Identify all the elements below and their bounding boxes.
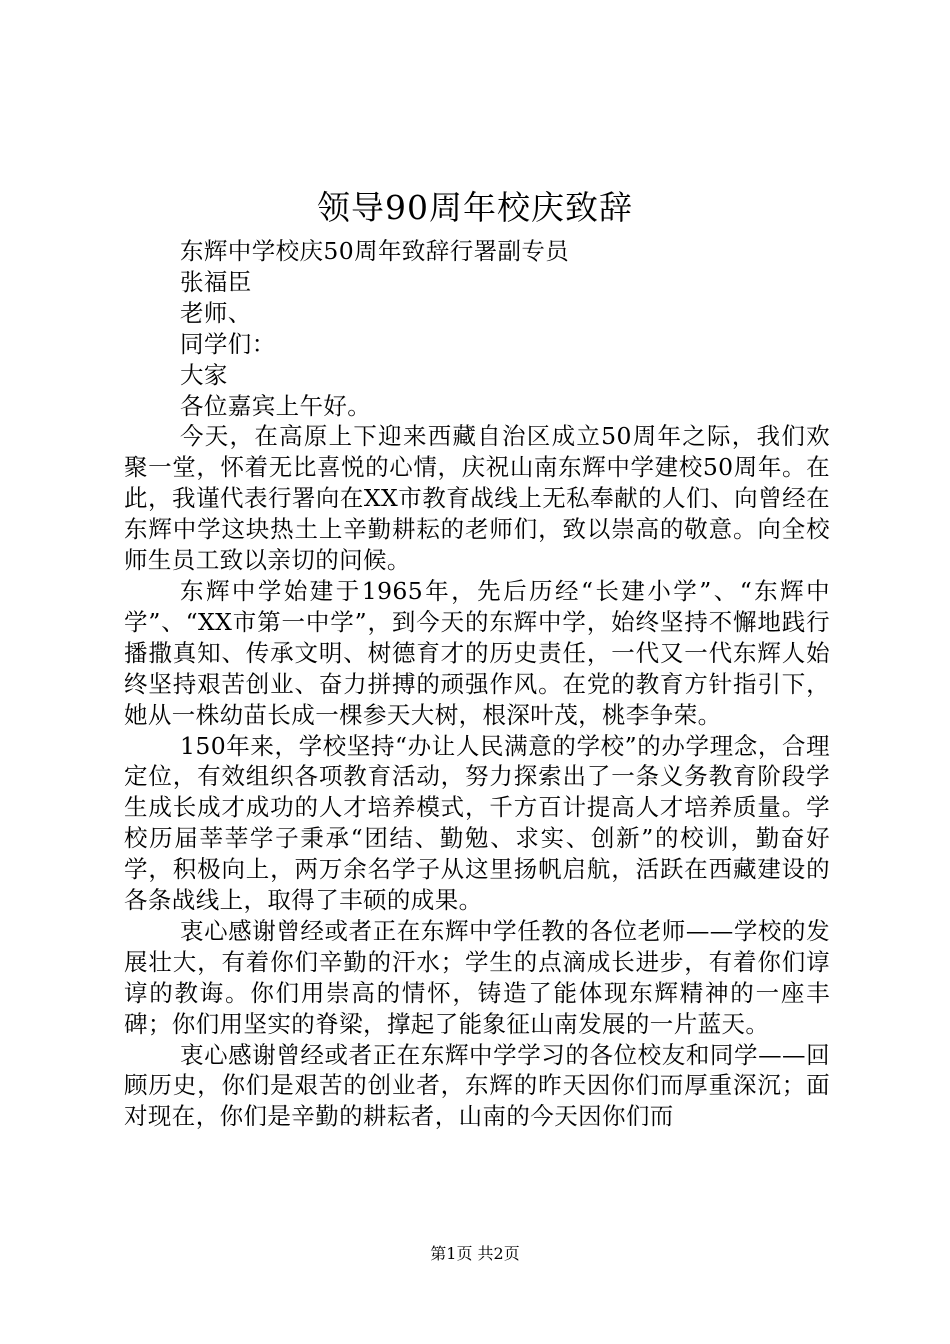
document-title: 领导90周年校庆致辞: [317, 188, 633, 227]
salutation-line: 同学们：: [180, 329, 276, 358]
salutation-line: 各位嘉宾上午好。: [180, 391, 372, 420]
body-paragraph: 衷心感谢曾经或者正在东辉中学任教的各位老师——学校的发展壮大，有着你们辛勤的汗水；学生的点滴成长进步，有着你们谆谆的教诲。你们用崇高的情怀，铸造了能体现东辉精神的一座丰碑；你们用坚实的脊梁，撑起了能象征山南发展的一片蓝天。: [124, 916, 830, 1038]
body-paragraph: 东辉中学始建于1965年，先后历经“长建小学”、“东辉中学”、“XX市第一中学”，到今天的东辉中学，始终坚持不懈地践行播撒真知、传承文明、树德育才的历史责任，一代又一代东辉人始终坚持艰苦创业、奋力拼搏的顽强作风。在党的教育方针指引下，她从一株幼苗长成一棵参天大树，根深叶茂，桃李争荣。: [124, 576, 830, 729]
salutation-line: 大家: [180, 360, 228, 389]
document-body: [124, 236, 830, 1132]
body-paragraph: 今天，在高原上下迎来西藏自治区成立50周年之际，我们欢聚一堂，怀着无比喜悦的心情，庆祝山南东辉中学建校50周年。在此，我谨代表行署向在XX市教育战线上无私奉献的人们、向曾经在东辉中学这块热土上辛勤耕耘的老师们，致以崇高的敬意。向全校师生员工致以亲切的问候。: [124, 422, 830, 575]
page-footer: 第1页 共2页: [430, 1244, 520, 1263]
body-paragraph: 150年来，学校坚持“办让人民满意的学校”的办学理念，合理定位，有效组织各项教育活动，努力探索出了一条义务教育阶段学生成长成才成功的人才培养模式，千方百计提高人才培养质量。学校历届莘莘学子秉承“团结、勤勉、求实、创新”的校训，勤奋好学，积极向上，两万余名学子从这里扬帆启航，活跃在西藏建设的各条战线上，取得了丰硕的成果。: [124, 731, 830, 915]
salutation-line: 张福臣: [180, 267, 252, 296]
salutation-line: 东辉中学校庆50周年致辞行署副专员: [180, 237, 570, 265]
body-paragraph: 衷心感谢曾经或者正在东辉中学学习的各位校友和同学——回顾历史，你们是艰苦的创业者，东辉的昨天因你们而厚重深沉；面对现在，你们是辛勤的耕耘者，山南的今天因你们而: [124, 1040, 830, 1131]
salutation-line: 老师、: [180, 298, 252, 327]
